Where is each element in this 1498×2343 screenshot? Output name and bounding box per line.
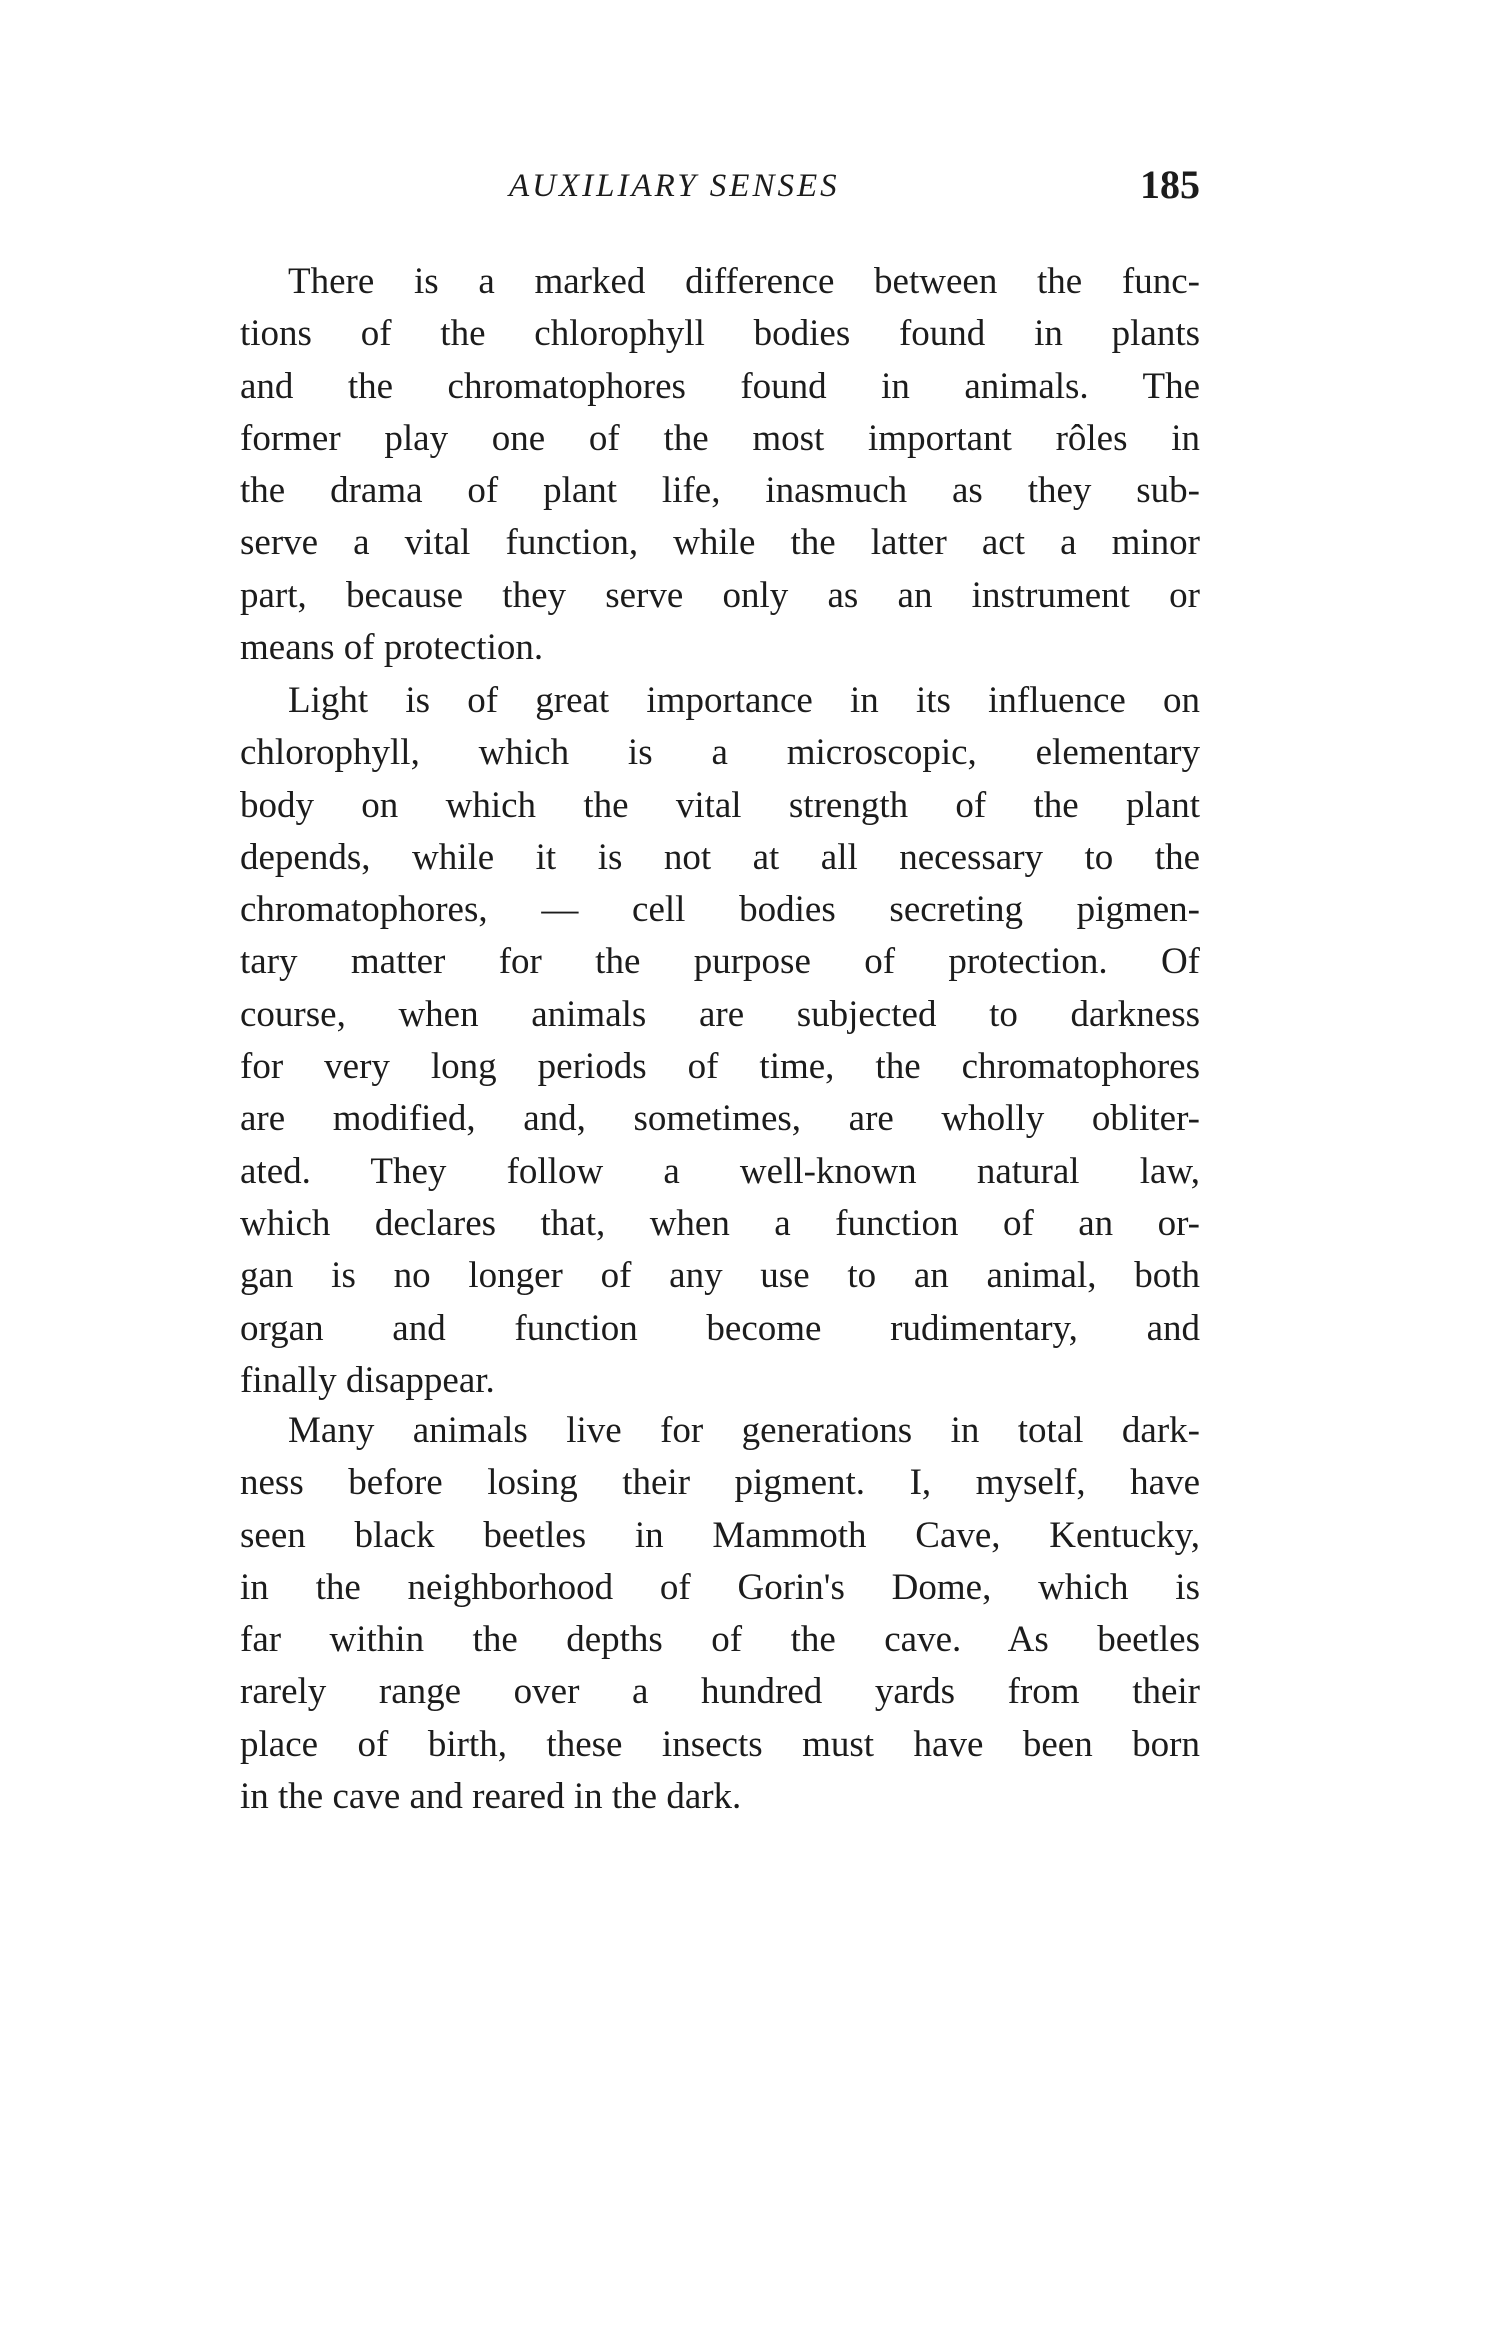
text-line: the drama of plant life, inasmuch as they sub- bbox=[240, 470, 1200, 512]
text-line: are modified, and, sometimes, are wholly obliter- bbox=[240, 1098, 1200, 1140]
text-line: Light is of great importance in its influence on bbox=[288, 680, 1200, 721]
page-number: 185 bbox=[1140, 162, 1200, 207]
text-line: which declares that, when a function of an or- bbox=[240, 1202, 1200, 1244]
text-line: and the chromatophores found in animals. The bbox=[240, 365, 1200, 407]
text-line: depends, while it is not at all necessary to the bbox=[240, 836, 1200, 878]
paragraph-chlorophyll-vs-chromatophores bbox=[240, 256, 1200, 674]
text-line: means of protection. bbox=[240, 627, 544, 669]
text-line: rarely range over a hundred yards from their bbox=[240, 1671, 1200, 1713]
text-line: ated. They follow a well-known natural law, bbox=[240, 1150, 1200, 1192]
text-line: finally disappear. bbox=[240, 1359, 495, 1401]
text-line: gan is no longer of any use to an animal, both bbox=[240, 1255, 1200, 1297]
text-line: There is a marked difference between the func- bbox=[288, 261, 1200, 302]
text-line: former play one of the most important rôles in bbox=[240, 417, 1200, 459]
paragraph-light-importance bbox=[240, 675, 1200, 1407]
text-line: far within the depths of the cave. As beetles bbox=[240, 1619, 1200, 1661]
text-line: tary matter for the purpose of protection. Of bbox=[240, 941, 1200, 983]
text-line: Many animals live for generations in total dark- bbox=[288, 1410, 1200, 1451]
text-line: course, when animals are subjected to darkness bbox=[240, 993, 1200, 1035]
paragraph-mammoth-cave-beetles bbox=[240, 1405, 1200, 1823]
text-line: organ and function become rudimentary, and bbox=[240, 1307, 1200, 1349]
text-line: place of birth, these insects must have been born bbox=[240, 1723, 1200, 1765]
text-line: body on which the vital strength of the plant bbox=[240, 784, 1200, 826]
text-line: ness before losing their pigment. I, myself, have bbox=[240, 1462, 1200, 1504]
text-line: tions of the chlorophyll bodies found in plants bbox=[240, 313, 1200, 355]
text-line: chlorophyll, which is a microscopic, elementary bbox=[240, 732, 1200, 774]
text-line: for very long periods of time, the chromatophores bbox=[240, 1046, 1200, 1088]
text-line: serve a vital function, while the latter act a minor bbox=[240, 522, 1200, 564]
text-line: chromatophores, — cell bodies secreting pigmen- bbox=[240, 889, 1200, 931]
text-line: in the cave and reared in the dark. bbox=[240, 1776, 742, 1818]
text-line: part, because they serve only as an instrument or bbox=[240, 574, 1200, 616]
text-line: seen black beetles in Mammoth Cave, Kentucky, bbox=[240, 1514, 1200, 1556]
running-head-title: AUXILIARY SENSES bbox=[509, 168, 840, 204]
text-line: in the neighborhood of Gorin's Dome, which is bbox=[240, 1566, 1200, 1608]
